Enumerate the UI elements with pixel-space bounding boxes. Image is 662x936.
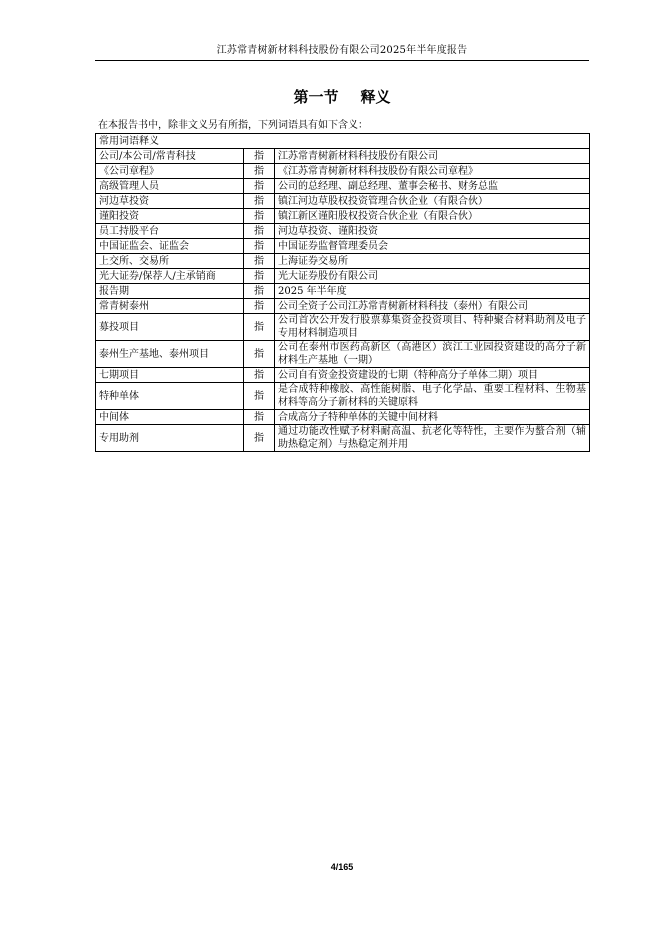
header-rule xyxy=(95,60,589,61)
term-cell: 上交所、交易所 xyxy=(96,254,244,269)
zhi-cell: 指 xyxy=(244,239,275,254)
definition-cell: 2025 年半年度 xyxy=(275,284,590,299)
table-row xyxy=(96,410,590,425)
term-cell: 高级管理人员 xyxy=(96,179,244,194)
term-cell: 七期项目 xyxy=(96,368,244,383)
table-row xyxy=(96,209,590,224)
zhi-cell: 指 xyxy=(244,284,275,299)
table-row xyxy=(96,239,590,254)
definition-cell: 是合成特种橡胶、高性能树脂、电子化学品、重要工程材料、生物基材料等高分子新材料的关键原料 xyxy=(275,383,590,410)
glossary-table-body xyxy=(96,134,590,452)
table-caption: 常用词语释义 xyxy=(96,134,590,149)
definition-cell: 公司自有资金投资建设的七期（特种高分子单体二期）项目 xyxy=(275,368,590,383)
term-cell: 公司/本公司/常青科技 xyxy=(96,149,244,164)
zhi-cell: 指 xyxy=(244,314,275,341)
term-cell: 光大证券/保荐人/主承销商 xyxy=(96,269,244,284)
term-cell: 河边草投资 xyxy=(96,194,244,209)
term-cell: 报告期 xyxy=(96,284,244,299)
table-row xyxy=(96,224,590,239)
term-cell: 泰州生产基地、泰州项目 xyxy=(96,341,244,368)
table-row xyxy=(96,149,590,164)
term-cell: 特种单体 xyxy=(96,383,244,410)
section-title xyxy=(95,87,589,107)
table-row xyxy=(96,341,590,368)
zhi-cell: 指 xyxy=(244,410,275,425)
zhi-cell: 指 xyxy=(244,194,275,209)
page-number: 4/165 xyxy=(330,862,354,872)
zhi-cell: 指 xyxy=(244,425,275,452)
term-cell: 中间体 xyxy=(96,410,244,425)
term-cell: 中国证监会、证监会 xyxy=(96,239,244,254)
table-row xyxy=(96,425,590,452)
intro-paragraph: 在本报告书中，除非文义另有所指，下列词语具有如下含义： xyxy=(98,120,368,131)
table-row xyxy=(96,254,590,269)
definition-cell: 上海证券交易所 xyxy=(275,254,590,269)
zhi-cell: 指 xyxy=(244,164,275,179)
zhi-cell: 指 xyxy=(244,254,275,269)
zhi-cell: 指 xyxy=(244,368,275,383)
table-row xyxy=(96,314,590,341)
zhi-cell: 指 xyxy=(244,224,275,239)
zhi-cell: 指 xyxy=(244,179,275,194)
section-number: 第一节 xyxy=(293,88,339,106)
zhi-cell: 指 xyxy=(244,299,275,314)
zhi-cell: 指 xyxy=(244,269,275,284)
definition-cell: 合成高分子特种单体的关键中间材料 xyxy=(275,410,590,425)
term-cell: 员工持股平台 xyxy=(96,224,244,239)
definition-cell: 《江苏常青树新材料科技股份有限公司章程》 xyxy=(275,164,590,179)
table-row xyxy=(96,383,590,410)
definition-cell: 公司的总经理、副总经理、董事会秘书、财务总监 xyxy=(275,179,590,194)
table-row xyxy=(96,164,590,179)
table-row xyxy=(96,284,590,299)
zhi-cell: 指 xyxy=(244,383,275,410)
zhi-cell: 指 xyxy=(244,209,275,224)
table-caption-row xyxy=(96,134,590,149)
table-row xyxy=(96,194,590,209)
definition-cell: 公司全资子公司江苏常青树新材料科技（泰州）有限公司 xyxy=(275,299,590,314)
term-cell: 专用助剂 xyxy=(96,425,244,452)
section-title-text: 释义 xyxy=(360,88,391,106)
term-cell: 《公司章程》 xyxy=(96,164,244,179)
table-row xyxy=(96,269,590,284)
definition-cell: 公司在泰州市医药高新区（高港区）滨江工业园投资建设的高分子新材料生产基地（一期） xyxy=(275,341,590,368)
definition-cell: 光大证券股份有限公司 xyxy=(275,269,590,284)
running-header: 江苏常青树新材料科技股份有限公司2025年半年度报告 xyxy=(216,45,468,56)
definition-cell: 江苏常青树新材料科技股份有限公司 xyxy=(275,149,590,164)
definition-cell: 镇江新区谨阳股权投资合伙企业（有限合伙） xyxy=(275,209,590,224)
definition-cell: 镇江河边草股权投资管理合伙企业（有限合伙） xyxy=(275,194,590,209)
definition-cell: 通过功能改性赋予材料耐高温、抗老化等特性，主要作为螯合剂（辅助热稳定剂）与热稳定剂并用 xyxy=(275,425,590,452)
zhi-cell: 指 xyxy=(244,341,275,368)
term-cell: 常青树泰州 xyxy=(96,299,244,314)
term-cell: 谨阳投资 xyxy=(96,209,244,224)
term-cell: 募投项目 xyxy=(96,314,244,341)
definition-cell: 河边草投资、谨阳投资 xyxy=(275,224,590,239)
table-row xyxy=(96,299,590,314)
definition-cell: 公司首次公开发行股票募集资金投资项目、特种聚合材料助剂及电子专用材料制造项目 xyxy=(275,314,590,341)
table-row xyxy=(96,368,590,383)
definition-cell: 中国证券监督管理委员会 xyxy=(275,239,590,254)
glossary-table xyxy=(95,133,590,452)
table-row xyxy=(96,179,590,194)
zhi-cell: 指 xyxy=(244,149,275,164)
